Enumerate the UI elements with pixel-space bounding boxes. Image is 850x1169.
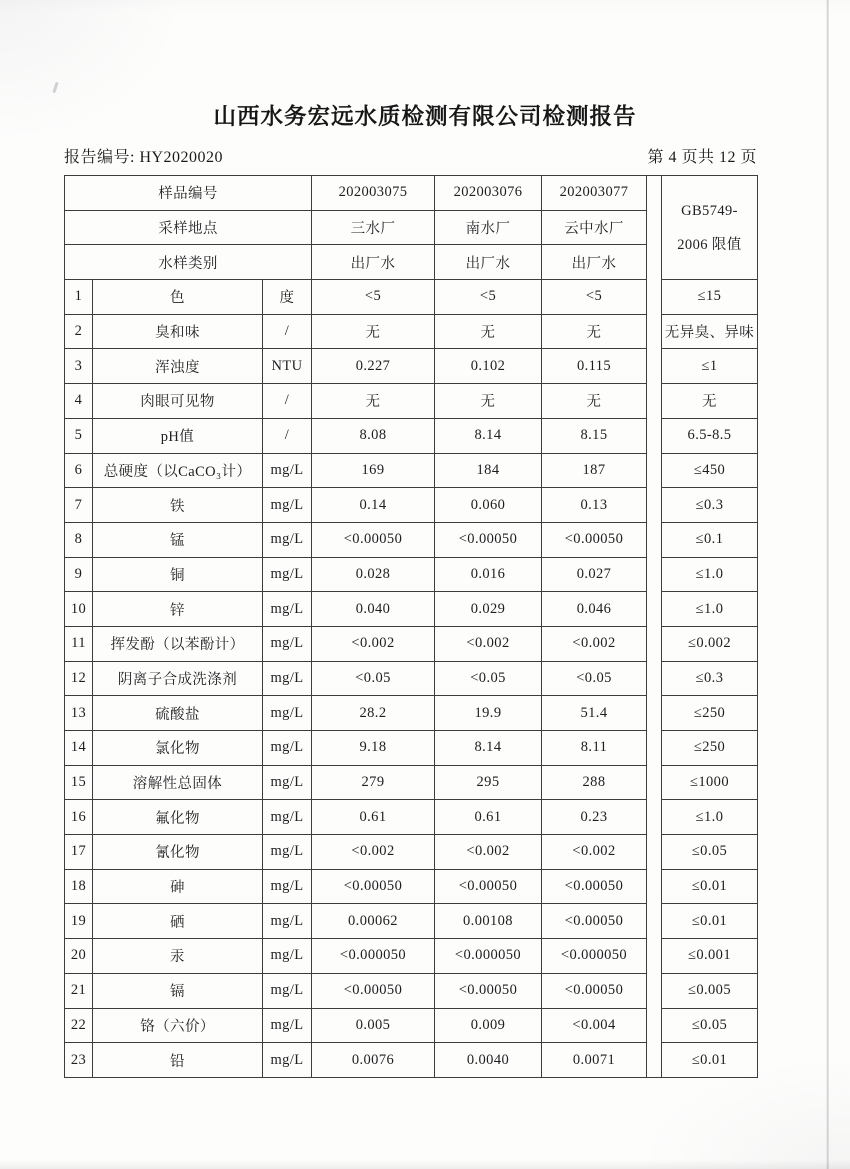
param-unit: / bbox=[263, 314, 312, 349]
limit-value: ≤1.0 bbox=[662, 592, 758, 627]
value-sample-2: <0.002 bbox=[435, 626, 542, 661]
param-unit: mg/L bbox=[263, 1043, 312, 1078]
value-sample-1: 0.14 bbox=[312, 488, 435, 523]
row-number: 11 bbox=[65, 626, 93, 661]
param-unit: / bbox=[263, 384, 312, 419]
limit-header-line1: GB5749- bbox=[681, 202, 738, 219]
value-sample-3: 无 bbox=[542, 314, 647, 349]
header-sample-id-3: 202003077 bbox=[542, 176, 647, 211]
limit-value: ≤0.005 bbox=[662, 973, 758, 1008]
param-unit: mg/L bbox=[263, 453, 312, 488]
param-unit: mg/L bbox=[263, 869, 312, 904]
param-unit: NTU bbox=[263, 349, 312, 384]
param-name: 溶解性总固体 bbox=[93, 765, 263, 800]
param-name: 锰 bbox=[93, 522, 263, 557]
value-sample-2: <0.002 bbox=[435, 835, 542, 870]
param-unit: mg/L bbox=[263, 661, 312, 696]
header-sample-id-label: 样品编号 bbox=[65, 176, 312, 211]
limit-value: 无异臭、异味 bbox=[662, 314, 758, 349]
value-sample-3: <0.000050 bbox=[542, 939, 647, 974]
limit-header-line2: 2006 限值 bbox=[677, 236, 742, 253]
limit-value: 无 bbox=[662, 384, 758, 419]
value-sample-1: 279 bbox=[312, 765, 435, 800]
limit-value: ≤0.1 bbox=[662, 522, 758, 557]
row-number: 3 bbox=[65, 349, 93, 384]
report-number: 报告编号: HY2020020 bbox=[64, 149, 224, 166]
param-unit: mg/L bbox=[263, 1008, 312, 1043]
value-sample-2: 无 bbox=[435, 384, 542, 419]
report-meta-row bbox=[64, 144, 757, 167]
header-location-label: 采样地点 bbox=[65, 210, 312, 245]
value-sample-2: 0.029 bbox=[435, 592, 542, 627]
header-location-3: 云中水厂 bbox=[542, 210, 647, 245]
value-sample-3: <0.00050 bbox=[542, 869, 647, 904]
value-sample-1: <0.002 bbox=[312, 626, 435, 661]
page-edge-shadow-bottom bbox=[0, 1160, 850, 1169]
value-sample-3: 0.23 bbox=[542, 800, 647, 835]
row-number: 8 bbox=[65, 522, 93, 557]
value-sample-2: 19.9 bbox=[435, 696, 542, 731]
header-location-1: 三水厂 bbox=[312, 210, 435, 245]
limit-value: ≤0.001 bbox=[662, 939, 758, 974]
limit-value: ≤0.01 bbox=[662, 1043, 758, 1078]
param-name: 氟化物 bbox=[93, 800, 263, 835]
param-name: 色 bbox=[93, 280, 263, 315]
param-unit: mg/L bbox=[263, 626, 312, 661]
value-sample-1: <0.00050 bbox=[312, 973, 435, 1008]
value-sample-1: 无 bbox=[312, 384, 435, 419]
param-name: 阴离子合成洗涤剂 bbox=[93, 661, 263, 696]
value-sample-2: 0.102 bbox=[435, 349, 542, 384]
limit-value: ≤1.0 bbox=[662, 800, 758, 835]
param-unit: mg/L bbox=[263, 522, 312, 557]
param-name: 锌 bbox=[93, 592, 263, 627]
page-indicator: 第 4 页共 12 页 bbox=[647, 149, 757, 166]
value-sample-1: 169 bbox=[312, 453, 435, 488]
value-sample-3: <0.00050 bbox=[542, 973, 647, 1008]
value-sample-1: 0.227 bbox=[312, 349, 435, 384]
limit-value: ≤0.01 bbox=[662, 869, 758, 904]
row-number: 22 bbox=[65, 1008, 93, 1043]
param-unit: mg/L bbox=[263, 939, 312, 974]
value-sample-1: 0.028 bbox=[312, 557, 435, 592]
header-type-label: 水样类别 bbox=[65, 245, 312, 280]
value-sample-3: 8.11 bbox=[542, 731, 647, 766]
spacer-column bbox=[647, 176, 662, 1078]
value-sample-1: 0.040 bbox=[312, 592, 435, 627]
row-number: 4 bbox=[65, 384, 93, 419]
limit-value: ≤0.05 bbox=[662, 1008, 758, 1043]
param-unit: mg/L bbox=[263, 765, 312, 800]
param-name: 铅 bbox=[93, 1043, 263, 1078]
row-number: 2 bbox=[65, 314, 93, 349]
value-sample-3: 8.15 bbox=[542, 418, 647, 453]
param-name: 浑浊度 bbox=[93, 349, 263, 384]
row-number: 10 bbox=[65, 592, 93, 627]
param-unit: mg/L bbox=[263, 696, 312, 731]
limit-value: ≤0.002 bbox=[662, 626, 758, 661]
value-sample-2: 0.61 bbox=[435, 800, 542, 835]
limit-value: ≤250 bbox=[662, 696, 758, 731]
value-sample-1: 8.08 bbox=[312, 418, 435, 453]
param-unit: / bbox=[263, 418, 312, 453]
value-sample-3: 288 bbox=[542, 765, 647, 800]
param-unit: mg/L bbox=[263, 904, 312, 939]
limit-value: 6.5-8.5 bbox=[662, 418, 758, 453]
value-sample-2: 0.0040 bbox=[435, 1043, 542, 1078]
param-unit: mg/L bbox=[263, 557, 312, 592]
row-number: 7 bbox=[65, 488, 93, 523]
value-sample-1: <0.00050 bbox=[312, 869, 435, 904]
value-sample-3: <0.002 bbox=[542, 626, 647, 661]
header-type-1: 出厂水 bbox=[312, 245, 435, 280]
param-unit: 度 bbox=[263, 280, 312, 315]
row-number: 13 bbox=[65, 696, 93, 731]
header-sample-id-1: 202003075 bbox=[312, 176, 435, 211]
row-number: 18 bbox=[65, 869, 93, 904]
header-type-2: 出厂水 bbox=[435, 245, 542, 280]
row-number: 21 bbox=[65, 973, 93, 1008]
value-sample-2: 184 bbox=[435, 453, 542, 488]
header-sample-id-2: 202003076 bbox=[435, 176, 542, 211]
value-sample-1: 9.18 bbox=[312, 731, 435, 766]
value-sample-1: <0.000050 bbox=[312, 939, 435, 974]
report-title: 山西水务宏远水质检测有限公司检测报告 bbox=[213, 104, 637, 129]
value-sample-3: 51.4 bbox=[542, 696, 647, 731]
param-name: 硒 bbox=[93, 904, 263, 939]
value-sample-3: 0.0071 bbox=[542, 1043, 647, 1078]
value-sample-1: 0.005 bbox=[312, 1008, 435, 1043]
limit-column-header bbox=[662, 176, 758, 280]
value-sample-2: <0.00050 bbox=[435, 522, 542, 557]
value-sample-1: <0.00050 bbox=[312, 522, 435, 557]
value-sample-2: 0.060 bbox=[435, 488, 542, 523]
value-sample-3: 0.046 bbox=[542, 592, 647, 627]
limit-value: ≤450 bbox=[662, 453, 758, 488]
value-sample-2: 无 bbox=[435, 314, 542, 349]
limit-value: ≤1000 bbox=[662, 765, 758, 800]
row-number: 9 bbox=[65, 557, 93, 592]
row-number: 17 bbox=[65, 835, 93, 870]
param-name: 氰化物 bbox=[93, 835, 263, 870]
row-number: 12 bbox=[65, 661, 93, 696]
param-name: 肉眼可见物 bbox=[93, 384, 263, 419]
param-unit: mg/L bbox=[263, 835, 312, 870]
value-sample-2: 0.00108 bbox=[435, 904, 542, 939]
value-sample-3: <0.00050 bbox=[542, 904, 647, 939]
row-number: 19 bbox=[65, 904, 93, 939]
value-sample-3: <0.05 bbox=[542, 661, 647, 696]
value-sample-2: 0.009 bbox=[435, 1008, 542, 1043]
row-number: 5 bbox=[65, 418, 93, 453]
value-sample-2: <0.00050 bbox=[435, 869, 542, 904]
param-name: 挥发酚（以苯酚计） bbox=[93, 626, 263, 661]
scan-artifact bbox=[52, 82, 58, 93]
param-name: 铬（六价） bbox=[93, 1008, 263, 1043]
value-sample-2: <0.000050 bbox=[435, 939, 542, 974]
param-name: 铜 bbox=[93, 557, 263, 592]
value-sample-2: 0.016 bbox=[435, 557, 542, 592]
value-sample-3: <0.004 bbox=[542, 1008, 647, 1043]
value-sample-1: <5 bbox=[312, 280, 435, 315]
limit-value: ≤1 bbox=[662, 349, 758, 384]
header-type-3: 出厂水 bbox=[542, 245, 647, 280]
header-row-sample-id bbox=[65, 176, 758, 211]
report-table-body bbox=[65, 176, 758, 1078]
page-edge-shadow-right bbox=[826, 0, 829, 1169]
value-sample-1: 0.00062 bbox=[312, 904, 435, 939]
value-sample-3: 0.027 bbox=[542, 557, 647, 592]
param-unit: mg/L bbox=[263, 731, 312, 766]
param-unit: mg/L bbox=[263, 592, 312, 627]
row-number: 6 bbox=[65, 453, 93, 488]
value-sample-1: 0.61 bbox=[312, 800, 435, 835]
value-sample-3: 0.115 bbox=[542, 349, 647, 384]
limit-value: ≤0.05 bbox=[662, 835, 758, 870]
value-sample-2: <5 bbox=[435, 280, 542, 315]
param-name: 总硬度（以CaCO₃计） bbox=[93, 453, 263, 488]
row-number: 1 bbox=[65, 280, 93, 315]
param-unit: mg/L bbox=[263, 800, 312, 835]
value-sample-2: <0.00050 bbox=[435, 973, 542, 1008]
limit-value: ≤0.3 bbox=[662, 488, 758, 523]
param-name: 氯化物 bbox=[93, 731, 263, 766]
value-sample-1: <0.002 bbox=[312, 835, 435, 870]
value-sample-3: <0.002 bbox=[542, 835, 647, 870]
value-sample-3: 0.13 bbox=[542, 488, 647, 523]
value-sample-3: 无 bbox=[542, 384, 647, 419]
header-location-2: 南水厂 bbox=[435, 210, 542, 245]
value-sample-2: 295 bbox=[435, 765, 542, 800]
row-number: 16 bbox=[65, 800, 93, 835]
value-sample-3: <0.00050 bbox=[542, 522, 647, 557]
param-name: 汞 bbox=[93, 939, 263, 974]
row-number: 23 bbox=[65, 1043, 93, 1078]
row-number: 14 bbox=[65, 731, 93, 766]
limit-value: ≤1.0 bbox=[662, 557, 758, 592]
value-sample-2: 8.14 bbox=[435, 418, 542, 453]
value-sample-2: 8.14 bbox=[435, 731, 542, 766]
value-sample-1: <0.05 bbox=[312, 661, 435, 696]
param-unit: mg/L bbox=[263, 488, 312, 523]
water-quality-results-table bbox=[64, 175, 758, 1078]
param-unit: mg/L bbox=[263, 973, 312, 1008]
value-sample-1: 28.2 bbox=[312, 696, 435, 731]
limit-value: ≤15 bbox=[662, 280, 758, 315]
limit-value: ≤0.3 bbox=[662, 661, 758, 696]
param-name: pH值 bbox=[93, 418, 263, 453]
row-number: 15 bbox=[65, 765, 93, 800]
value-sample-3: <5 bbox=[542, 280, 647, 315]
param-name: 硫酸盐 bbox=[93, 696, 263, 731]
limit-value: ≤250 bbox=[662, 731, 758, 766]
value-sample-2: <0.05 bbox=[435, 661, 542, 696]
value-sample-1: 无 bbox=[312, 314, 435, 349]
value-sample-3: 187 bbox=[542, 453, 647, 488]
limit-value: ≤0.01 bbox=[662, 904, 758, 939]
param-name: 铁 bbox=[93, 488, 263, 523]
param-name: 砷 bbox=[93, 869, 263, 904]
param-name: 臭和味 bbox=[93, 314, 263, 349]
row-number: 20 bbox=[65, 939, 93, 974]
value-sample-1: 0.0076 bbox=[312, 1043, 435, 1078]
param-name: 镉 bbox=[93, 973, 263, 1008]
